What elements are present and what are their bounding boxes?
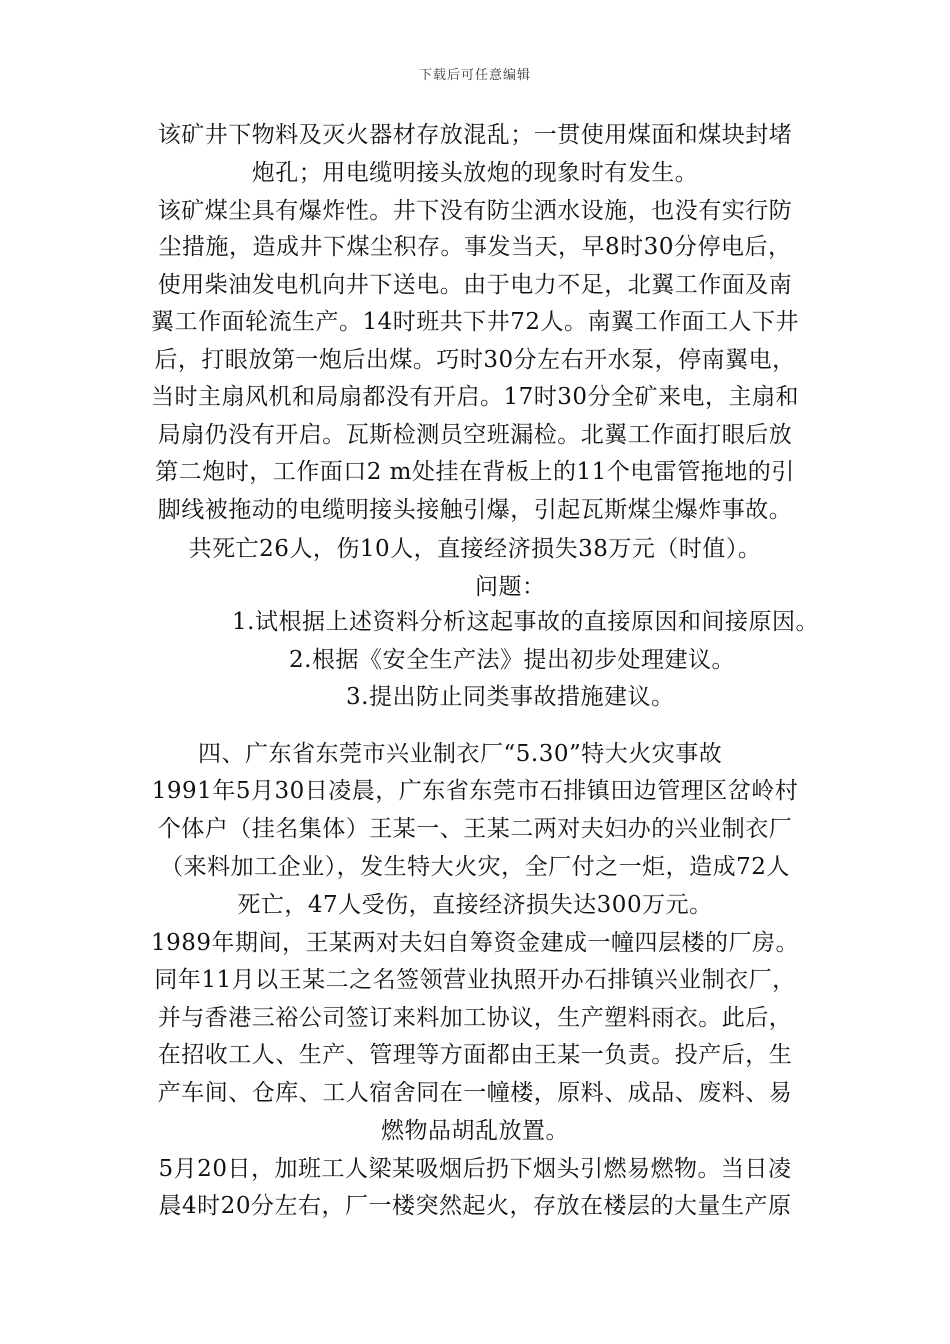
text-line: 燃物品胡乱放置。 [381,1118,569,1144]
text-line: 共死亡26人，伤10人，直接经济损失38万元（时值）。 [188,536,762,562]
question-item: 1.试根据上述资料分析这起事故的直接原因和间接原因。 [232,609,819,635]
section-heading: 四、广东省东莞市兴业制衣厂“5.30”特大火灾事故 [198,741,723,767]
text-line: 当时主扇风机和局扇都没有开启。17时30分全矿来电，主扇和 [150,384,800,410]
text-line: 翼工作面轮流生产。14时班共下井72人。南翼工作面工人下井 [150,309,800,335]
text-line: 1989年期间，王某两对夫妇自筹资金建成一幢四层楼的厂房。 [150,930,800,956]
text-line: 尘措施，造成井下煤尘积存。事发当天，早8时30分停电后， [158,234,792,260]
text-line: 在招收工人、生产、管理等方面都由王某一负责。投产后，生 [157,1042,793,1068]
page-header: 下载后可任意编辑 [418,68,531,83]
text-line: 1991年5月30日凌晨，广东省东莞市石排镇田边管理区岔岭村 [151,778,799,804]
text-line: 该矿井下物料及灭火器材存放混乱；一贯使用煤面和煤块封堵 [157,122,793,148]
text-line: 该矿煤尘具有爆炸性。井下没有防尘洒水设施，也没有实行防 [157,198,793,224]
question-item: 2.根据《安全生产法》提出初步处理建议。 [289,647,735,673]
text-line: 炮孔；用电缆明接头放炮的现象时有发生。 [251,160,699,186]
text-line: 后，打眼放第一炮后出煤。巧时30分左右开水泵，停南翼电， [154,347,796,373]
section-label-questions: 问题： [475,574,546,600]
question-item: 3.提出防止同类事故措施建议。 [346,684,675,710]
text-line: 并与香港三裕公司签订来料加工协议，生产塑料雨衣。此后， [157,1005,793,1031]
text-line: 死亡，47人受伤，直接经济损失达300万元。 [237,892,713,918]
text-line: 晨4时20分左右，厂一楼突然起火，存放在楼层的大量生产原 [158,1193,792,1219]
text-line: （来料加工企业），发生特大火灾，全厂付之一炬，造成72人 [160,854,790,880]
text-line: 局扇仍没有开启。瓦斯检测员空班漏检。北翼工作面打眼后放 [157,422,793,448]
text-line: 脚线被拖动的电缆明接头接触引爆，引起瓦斯煤尘爆炸事故。 [157,497,793,523]
text-line: 使用柴油发电机向井下送电。由于电力不足，北翼工作面及南 [157,272,793,298]
text-line: 5月20日，加班工人梁某吸烟后扔下烟头引燃易燃物。当日凌 [158,1156,792,1182]
text-line: 同年11月以王某二之名签领营业执照开办石排镇兴业制衣厂， [154,967,796,993]
text-line: 产车间、仓库、工人宿舍同在一幢楼，原料、成品、废料、易 [157,1080,793,1106]
text-line: 第二炮时，工作面口2 m处挂在背板上的11个电雷管拖地的引 [155,459,795,485]
text-line: 个体户（挂名集体）王某一、王某二两对夫妇办的兴业制衣厂 [157,816,793,842]
